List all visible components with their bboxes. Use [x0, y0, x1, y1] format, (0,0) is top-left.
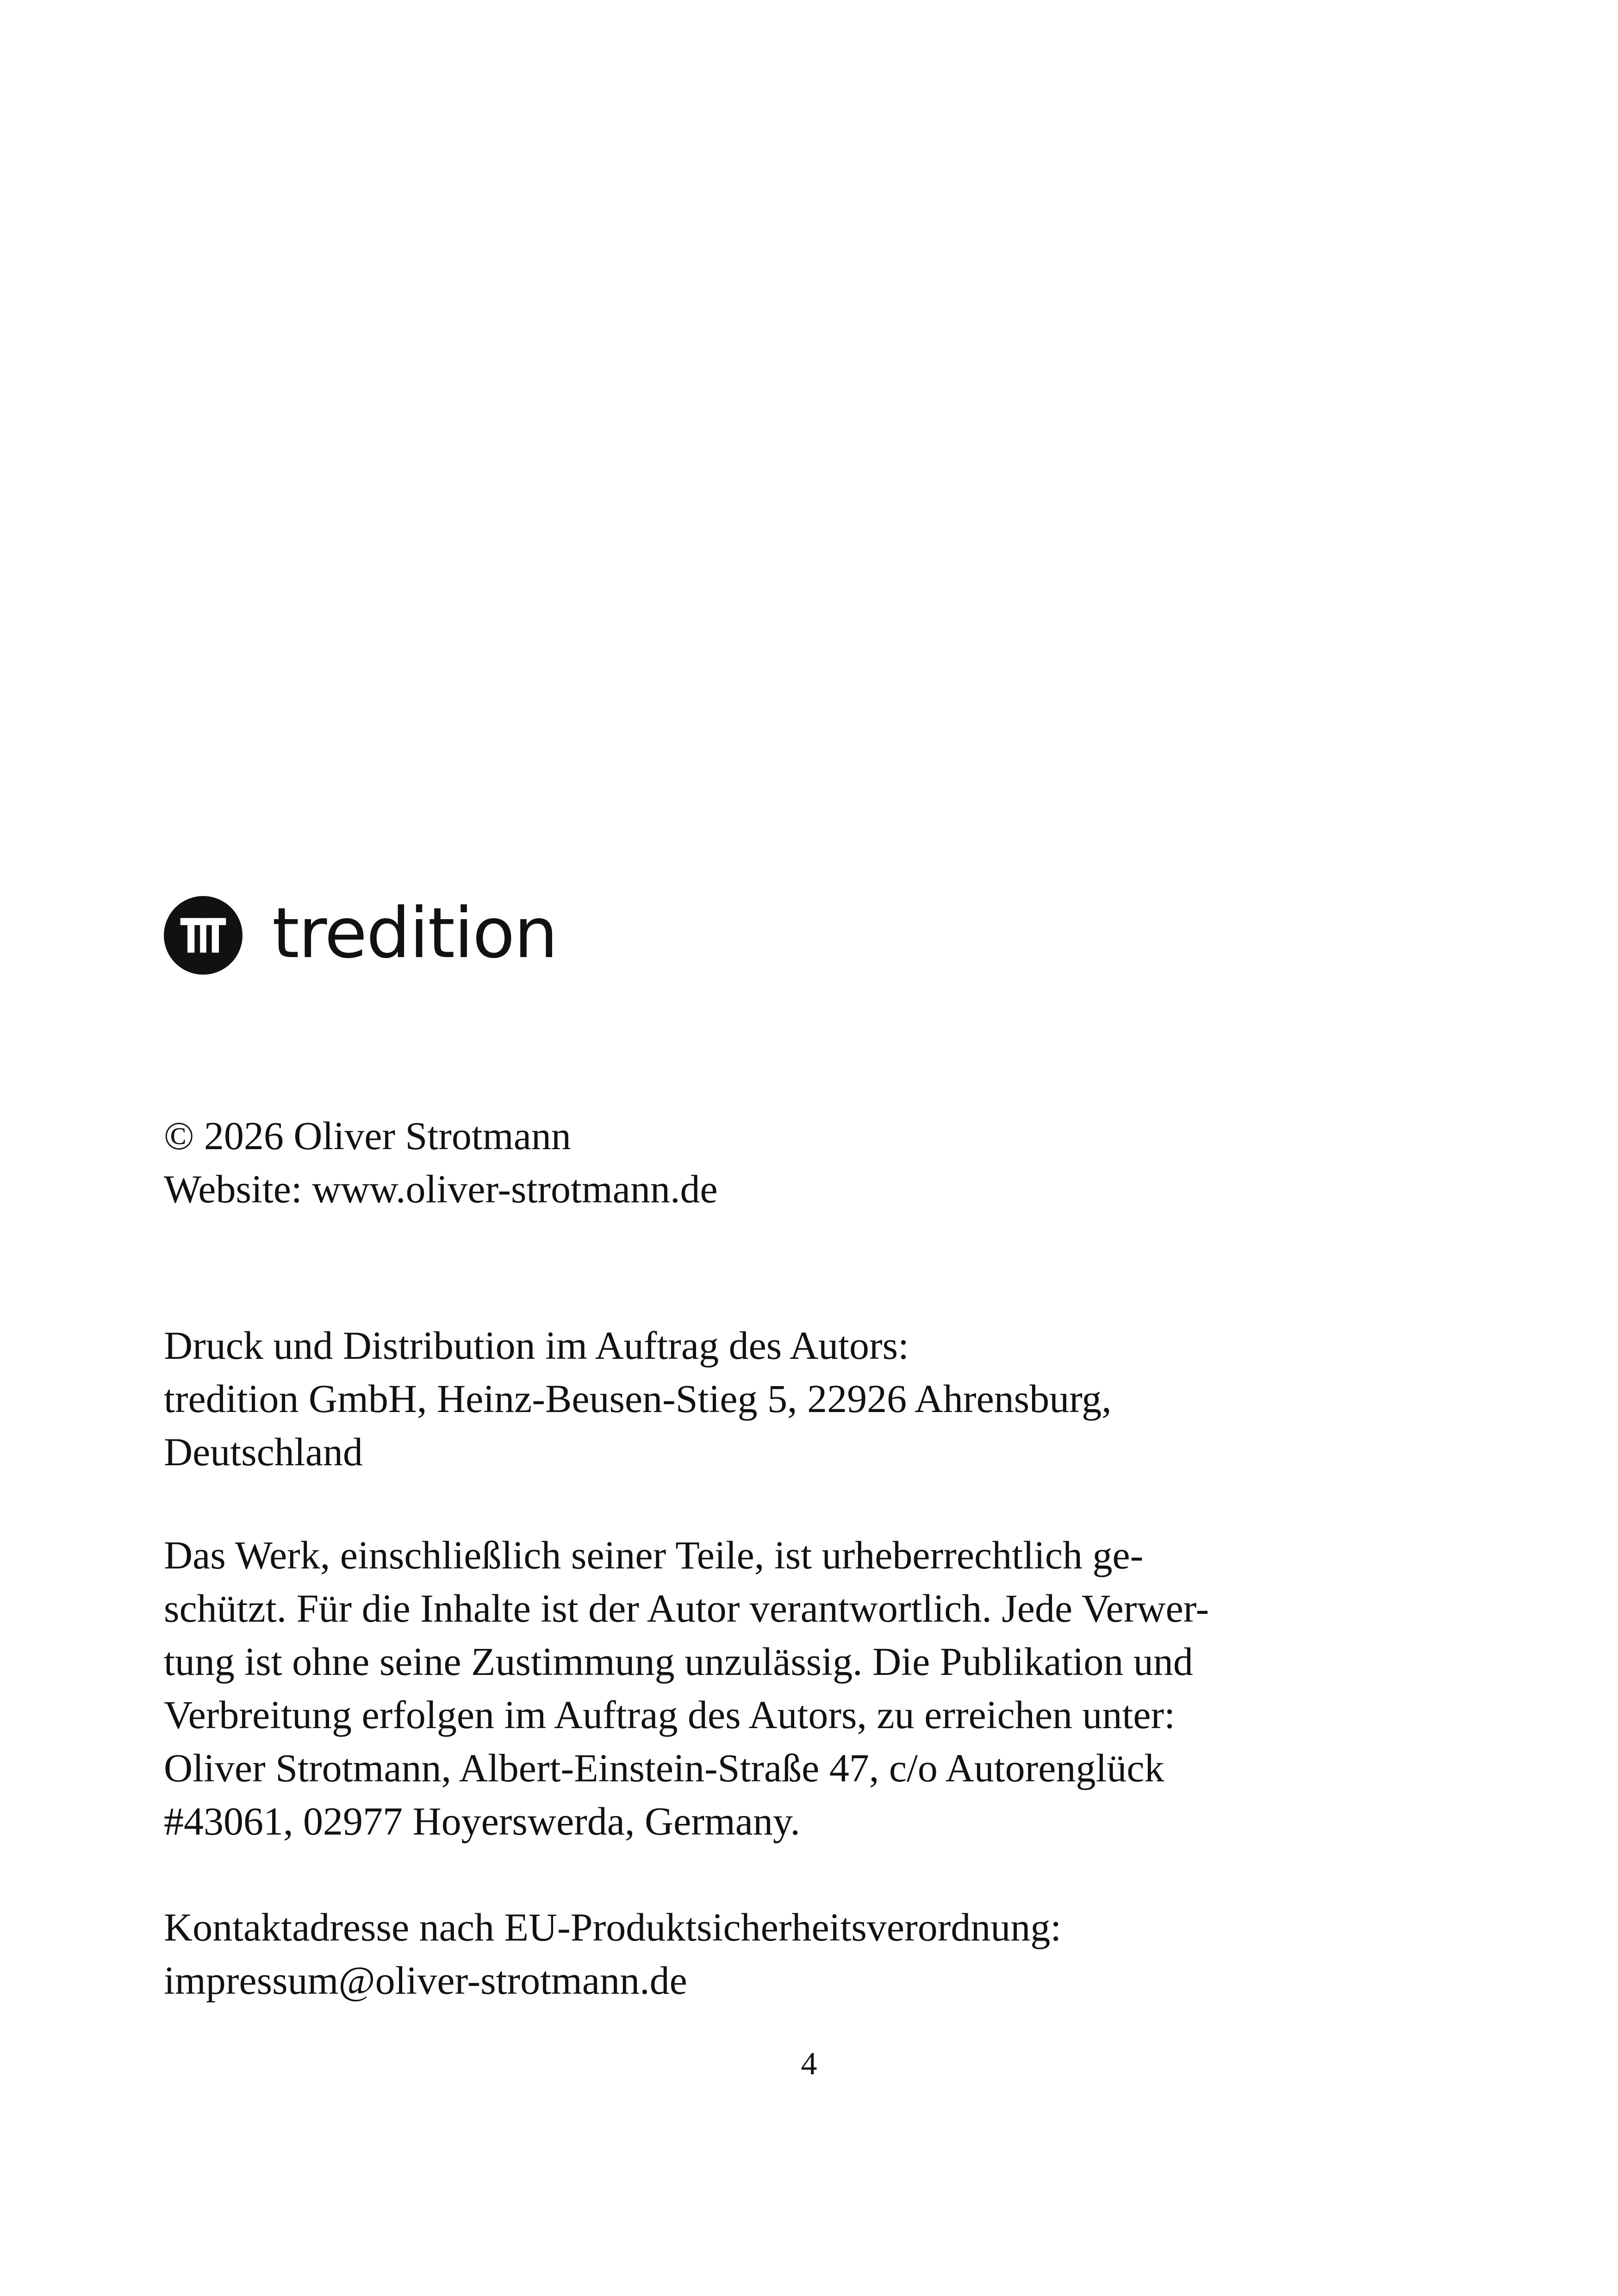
legal-line: schützt. Für die Inhalte ist der Autor verantwortlich. Jede Verwer-: [164, 1586, 1209, 1630]
contact-block: [164, 1901, 1061, 2007]
publisher-wordmark: tredition: [272, 893, 557, 974]
contact-email: impressum@oliver-strotmann.de: [164, 1958, 687, 2003]
print-line: Deutschland: [164, 1430, 363, 1474]
copyright-line: © 2026 Oliver Strotmann: [164, 1114, 571, 1158]
print-line: tredition GmbH, Heinz-Beusen-Stieg 5, 22926 Ahrensburg,: [164, 1376, 1112, 1421]
contact-line: Kontaktadresse nach EU-Produktsicherheitsverordnung:: [164, 1905, 1062, 1949]
page-number: 4: [801, 2046, 817, 2082]
legal-line: #43061, 02977 Hoyerswerda, Germany.: [164, 1799, 800, 1843]
legal-line: Das Werk, einschließlich seiner Teile, ist urheberrechtlich ge-: [164, 1533, 1144, 1577]
website-line: Website: www.oliver-strotmann.de: [164, 1167, 718, 1211]
legal-notice-block: [164, 1529, 1209, 1848]
tredition-logo-icon: [164, 896, 243, 975]
publisher-logo: [164, 893, 557, 975]
legal-line: Oliver Strotmann, Albert-Einstein-Straße 47, c/o Autorenglück: [164, 1746, 1164, 1790]
legal-line: Verbreitung erfolgen im Auftrag des Autors, zu erreichen unter:: [164, 1692, 1176, 1737]
print-distribution-block: [164, 1319, 1112, 1479]
copyright-block: [164, 1109, 718, 1216]
legal-line: tung ist ohne seine Zustimmung unzulässig. Die Publikation und: [164, 1639, 1193, 1684]
print-line: Druck und Distribution im Auftrag des Autors:: [164, 1323, 909, 1368]
